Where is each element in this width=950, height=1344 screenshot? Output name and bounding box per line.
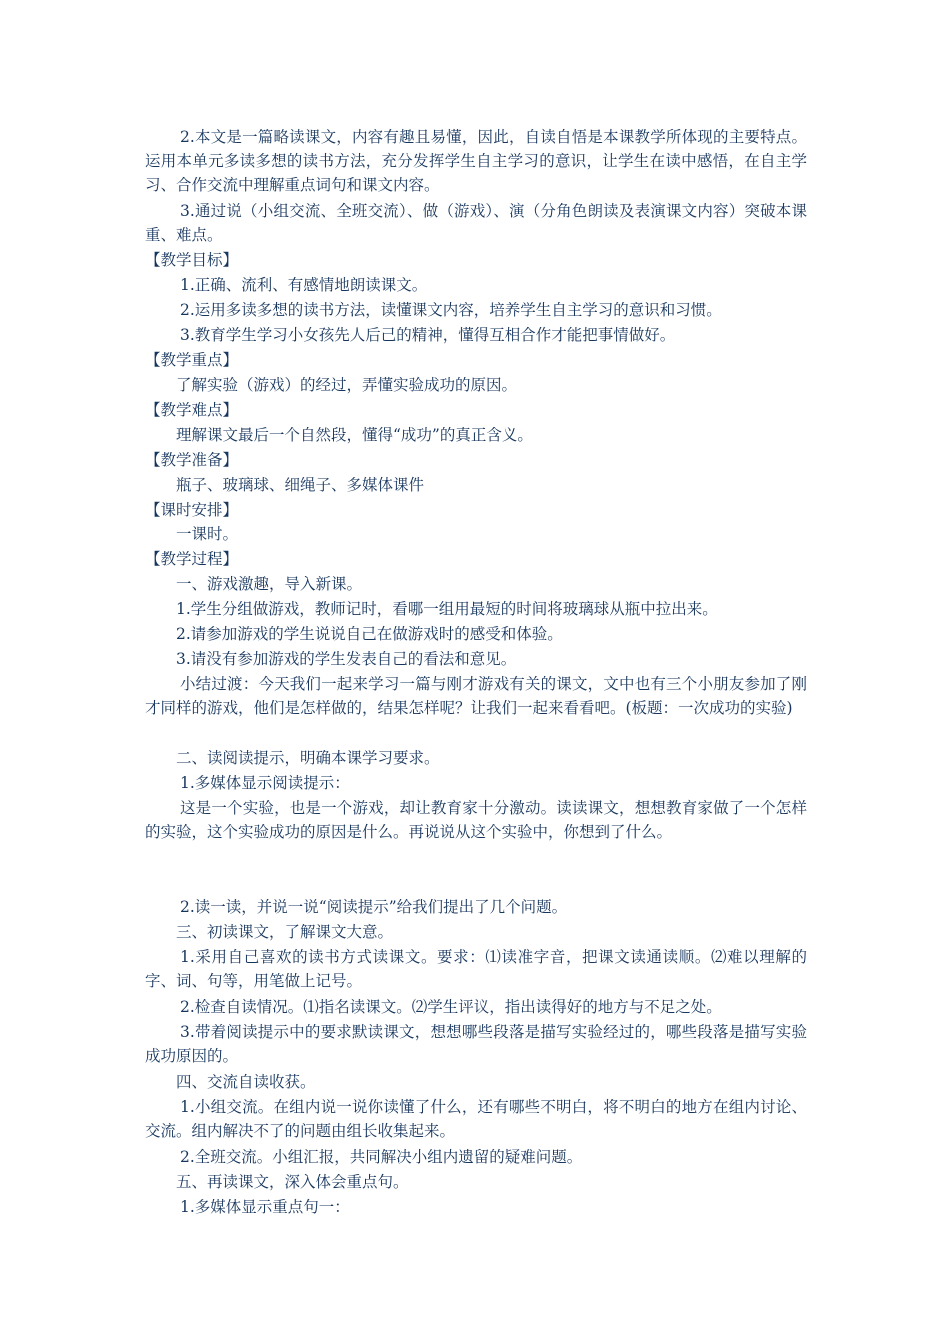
paragraph-intro-3: 3.通过说（小组交流、全班交流）、做（游戏）、演（分角色朗读及表演课文内容）突破本课重、难点。 [145, 202, 807, 244]
section-1-title: 一、游戏激趣，导入新课。 [176, 575, 363, 593]
paragraph-intro-2: 2.本文是一篇略读课文，内容有趣且易懂，因此，自读自悟是本课教学所体现的主要特点。运用本单元多读多想的读书方法，充分发挥学生自主学习的意识，让学生在读中感悟，在自主学习、合作交流中理解重点词句和课文内容。 [145, 128, 807, 194]
section-1-step-1: 1.学生分组做游戏，教师记时，看哪一组用最短的时间将玻璃球从瓶中拉出来。 [176, 600, 718, 618]
heading-schedule: 【课时安排】 [145, 501, 239, 519]
difficulties-text: 理解课文最后一个自然段，懂得“成功”的真正含义。 [176, 426, 533, 444]
section-4-title: 四、交流自读收获。 [176, 1073, 316, 1091]
section-4-step-1: 1.小组交流。在组内说一说你读懂了什么，还有哪些不明白，将不明白的地方在组内讨论、交流。组内解决不了的问题由组长收集起来。 [145, 1098, 807, 1140]
section-3-step-3: 3.带着阅读提示中的要求默读课文，想想哪些段落是描写实验经过的，哪些段落是描写实验成功原因的。 [145, 1023, 807, 1065]
heading-key-points: 【教学重点】 [145, 351, 239, 369]
heading-teaching-goals: 【教学目标】 [145, 251, 239, 269]
heading-difficulties: 【教学难点】 [145, 401, 239, 419]
section-4-step-2: 2.全班交流。小组汇报，共同解决小组内遗留的疑难问题。 [180, 1148, 583, 1166]
section-5-step-1: 1.多媒体显示重点句一： [180, 1198, 350, 1216]
section-3-step-1: 1.采用自己喜欢的读书方式读课文。要求：⑴读准字音，把课文读通读顺。⑵难以理解的字、词、句等，用笔做上记号。 [145, 948, 807, 990]
goal-3: 3.教育学生学习小女孩先人后己的精神，懂得互相合作才能把事情做好。 [180, 326, 676, 344]
section-5-title: 五、再读课文，深入体会重点句。 [176, 1173, 409, 1191]
section-1-step-3: 3.请没有参加游戏的学生发表自己的看法和意见。 [176, 650, 517, 668]
section-2-step-2: 2.读一读，并说一说“阅读提示”给我们提出了几个问题。 [180, 898, 568, 916]
reading-hint-text: 这是一个实验，也是一个游戏，却让教育家十分激动。读读课文，想想教育家做了一个怎样的实验，这个实验成功的原因是什么。再说说从这个实验中，你想到了什么。 [145, 799, 807, 841]
section-2-title: 二、读阅读提示，明确本课学习要求。 [176, 749, 440, 767]
heading-preparation: 【教学准备】 [145, 451, 239, 469]
section-2-step-1: 1.多媒体显示阅读提示： [180, 774, 350, 792]
section-3-step-2: 2.检查自读情况。⑴指名读课文。⑵学生评议，指出读得好的地方与不足之处。 [180, 998, 722, 1016]
heading-process: 【教学过程】 [145, 550, 239, 568]
schedule-text: 一课时。 [176, 525, 239, 543]
section-1-summary: 小结过渡：今天我们一起来学习一篇与刚才游戏有关的课文，文中也有三个小朋友参加了刚才同样的游戏，他们是怎样做的，结果怎样呢？让我们一起来看看吧。(板题：一次成功的实验) [145, 675, 807, 717]
section-3-title: 三、初读课文，了解课文大意。 [176, 923, 394, 941]
goal-2: 2.运用多读多想的读书方法，读懂课文内容，培养学生自主学习的意识和习惯。 [180, 301, 722, 319]
goal-1: 1.正确、流利、有感情地朗读课文。 [180, 276, 428, 294]
key-points-text: 了解实验（游戏）的经过，弄懂实验成功的原因。 [176, 376, 518, 394]
section-1-step-2: 2.请参加游戏的学生说说自己在做游戏时的感受和体验。 [176, 625, 563, 643]
preparation-text: 瓶子、玻璃球、细绳子、多媒体课件 [176, 476, 425, 494]
